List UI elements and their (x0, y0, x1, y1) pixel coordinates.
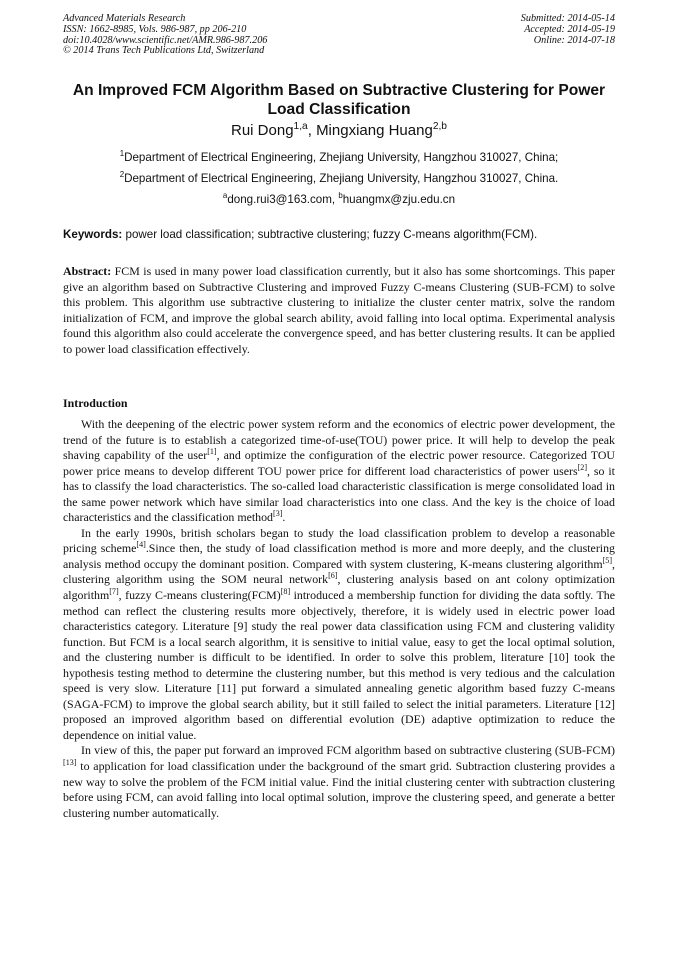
author-affiliation-mark: 1,a (293, 121, 308, 132)
paragraph-text: In the early 1990s, british scholars began to study the load classification problem to develop a reasonable pricing scheme (63, 525, 615, 556)
paragraph-text: . (282, 510, 286, 525)
journal-issn: ISSN: 1662-8985, Vols. 986-987, pp 206-210 (63, 23, 247, 35)
paragraph-text: , so it has to classify the load characteristics. The so-called load characteristic classification is merge consolidated load in the same power network which have similar load characteristics into one class. And the key is the choice of load characteristics and the classification method (63, 463, 615, 525)
paragraph-text: , clustering algorithm using the SOM neural network (63, 556, 615, 587)
affiliation (63, 151, 615, 165)
keywords-text: power load classification; subtractive clustering; fuzzy C-means algorithm(FCM). (122, 228, 538, 241)
affiliation (63, 172, 615, 186)
author-emails (63, 193, 615, 207)
author-name: Mingxiang Huang (316, 122, 433, 139)
paragraph-text: , and optimize the configuration of the electric power resource. Categorized TOU power price means to develop different TOU power price for different load characteristics of power users (63, 448, 615, 478)
author-name: Rui Dong (231, 122, 294, 139)
abstract-text: FCM is used in many power load classification currently, but it also has some shortcomings. This paper give an algorithm based on Subtractive Clustering and improved Fuzzy C-means Clustering (SUB-FCM) to solve this problem. This algorithm use subtractive clustering to initialize the cluster center matrix, solve the random initialization of FCM, and improve the global search ability, avoid falling into local optima. Experimental analysis found this algorithm also could accelerate the convergence speed, and has better clustering results. It can be applied to power load classification effectively. (63, 264, 615, 356)
citation: [7] (109, 587, 119, 597)
citation: [5] (602, 555, 613, 565)
accepted-date: Accepted: 2014-05-19 (524, 23, 615, 35)
paragraph-text: introduced a membership function for dividing the data softly. The method can reflect the clustering results more objectively, therefore, it is widely used in electric power load characteristics category. Literature [9] study the real power data classification using FCM and clustering validity function. But FCM is a local search algorithm, it is sensitive to initial value, easy to get the local optimal solution, and the clustering number is difficult to be identified. In order to solve this problem, literature [10] took the hypothesis testing method to determine the clustering number, but this method is very tedious and the calculation speed is very slow. Literature [11] put forward a simulated annealing genetic algorithm based fuzzy C-means (SAGA-FCM) to improve the global search ability, but it still failed to select the initial parameters. Literature [12] proposed an improved algorithm based on differential evolution (DE) adaptive optimization to reduce the dependence on initial value. (63, 588, 615, 742)
email-mark: a (222, 191, 228, 201)
submitted-date: Submitted: 2014-05-14 (520, 13, 615, 24)
journal-info (63, 14, 267, 57)
citation: [6] (328, 571, 338, 581)
email-a: dong.rui3@163.com, (227, 193, 339, 206)
citation: [2] (577, 462, 588, 472)
keywords (63, 228, 615, 242)
citation: [1] (207, 447, 217, 457)
publication-dates (521, 14, 615, 46)
paragraph-text: , clustering analysis based on ant colony optimization algorithm (63, 572, 616, 603)
journal-copyright: © 2014 Trans Tech Publications Ltd, Switzerland (63, 45, 265, 57)
section-heading-introduction: Introduction (63, 396, 128, 410)
author-affiliation-mark: 2,b (432, 121, 447, 132)
author-separator: , (307, 122, 317, 139)
citation: [13] (63, 758, 77, 768)
online-date: Online: 2014-07-18 (533, 34, 615, 46)
abstract-label: Abstract: (63, 264, 112, 278)
citation: [8] (280, 587, 291, 597)
paragraph-text: With the deepening of the electric power system reform and the economics of electric power development, the trend of the future is to establish a categorized time-of-use(TOU) power price. It will help to develop the peak shaving capability of the user (63, 417, 615, 463)
abstract (63, 264, 615, 357)
paragraph (63, 526, 615, 744)
email-mark: b (338, 191, 343, 201)
affiliation-text: Department of Electrical Engineering, Zhejiang University, Hangzhou 310027, China. (124, 172, 559, 185)
journal-doi: doi:10.4028/www.scientific.net/AMR.986-987.206 (63, 34, 268, 46)
affiliation-text: Department of Electrical Engineering, Zhejiang University, Hangzhou 310027, China; (124, 151, 559, 164)
affiliation-mark: 1 (119, 149, 125, 159)
keywords-label: Keywords: (63, 228, 123, 241)
citation: [3] (273, 509, 283, 519)
author-line (63, 122, 615, 140)
paragraph (63, 417, 615, 526)
journal-name: Advanced Materials Research (63, 13, 186, 24)
affiliation-mark: 2 (119, 170, 125, 180)
citation: [4] (136, 540, 146, 550)
email-b: huangmx@zju.edu.cn (342, 193, 456, 206)
paragraph (63, 743, 615, 821)
paragraph-text: to application for load classification under the background of the smart grid. Subtraction clustering provides a new way to solve the problem of the FCM initial value. Find the initial clustering center with subtraction clustering before using FCM, can avoid falling into local optimal solution, improve the clustering speed, and generate a better clustering number automatically. (63, 759, 615, 820)
paragraph-text: In view of this, the paper put forward an improved FCM algorithm based on subtractive clustering (SUB-FCM) (81, 743, 615, 758)
introduction-body (63, 417, 615, 821)
paragraph-text: , fuzzy C-means clustering(FCM) (118, 588, 281, 603)
paragraph-text: .Since then, the study of load classification method is more and more deeply, and the clustering analysis method occupy the dominant position. Compared with system clustering, K-means clustering algorithm (63, 541, 615, 571)
paper-title: An Improved FCM Algorithm Based on Subtractive Clustering for Power Load Classification (72, 82, 606, 118)
